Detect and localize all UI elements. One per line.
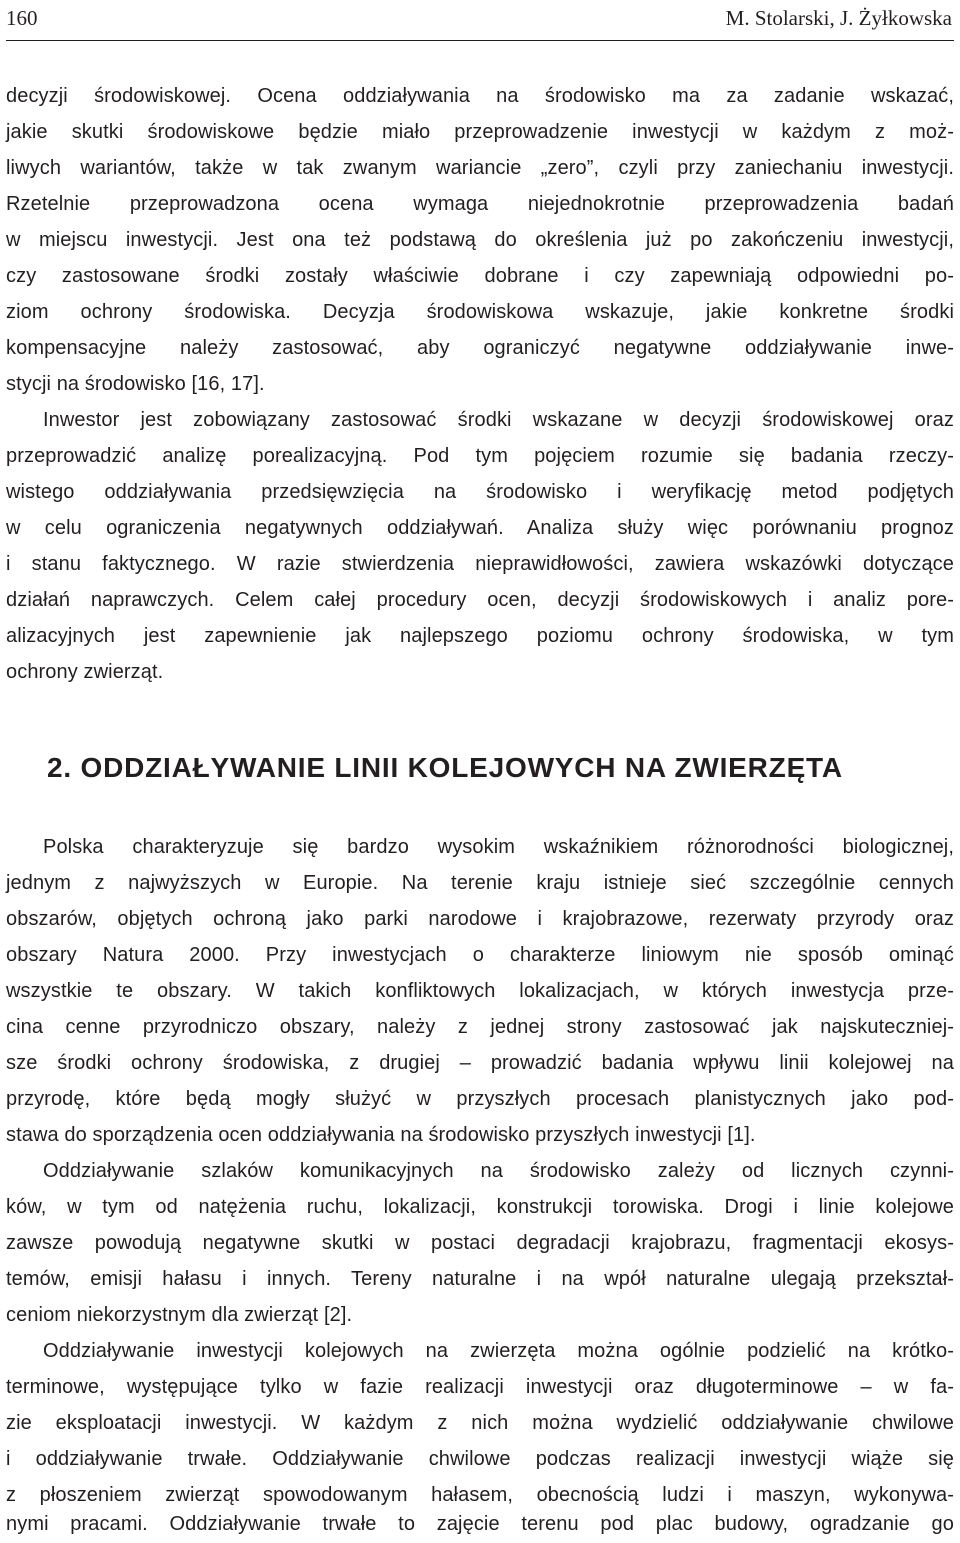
text-line: Rzetelnie przeprowadzona ocena wymaga niejednokrotnie przeprowadzenia badań [6, 193, 954, 215]
text-line: w celu ograniczenia negatywnych oddziaływań. Analiza służy więc porównaniu prognoz [6, 517, 954, 539]
text-line: Inwestor jest zobowiązany zastosować środki wskazane w decyzji środowiskowej oraz [43, 409, 954, 431]
text-line: ceniom niekorzystnym dla zwierząt [2]. [6, 1304, 353, 1326]
section-heading: 2. ODDZIAŁYWANIE LINII KOLEJOWYCH NA ZWIERZĘTA [47, 752, 843, 783]
text-line: z płoszeniem zwierząt spowodowanym hałasem, obecnością ludzi i maszyn, wykonywa- [6, 1484, 954, 1506]
page-number: 160 [6, 6, 38, 30]
text-line: cina cenne przyrodniczo obszary, należy z jednej strony zastosować jak najskuteczniej- [6, 1016, 954, 1038]
running-head-authors: M. Stolarski, J. Żyłkowska [725, 6, 952, 30]
text-line: jednym z najwyższych w Europie. Na terenie kraju istnieje sieć szczególnie cennych [6, 872, 954, 894]
text-line: stawa do sporządzenia ocen oddziaływania na środowisko przyszłych inwestycji [1]. [6, 1124, 756, 1146]
text-line: działań naprawczych. Celem całej procedury ocen, decyzji środowiskowych i analiz pore- [6, 589, 954, 611]
text-line: terminowe, występujące tylko w fazie realizacji inwestycji oraz długoterminowe – w fa- [6, 1376, 954, 1398]
text-line: w miejscu inwestycji. Jest ona też podstawą do określenia już po zakończeniu inwestycji, [6, 229, 954, 251]
text-line: i oddziaływanie trwałe. Oddziaływanie chwilowe podczas realizacji inwestycji wiąże się [6, 1448, 954, 1470]
text-line: ziom ochrony środowiska. Decyzja środowiskowa wskazuje, jakie konkretne środki [6, 301, 954, 323]
running-header [6, 0, 954, 41]
text-line: przyrodę, które będą mogły służyć w przyszłych procesach planistycznych jako pod- [6, 1088, 954, 1110]
text-line: ków, w tym od natężenia ruchu, lokalizacji, konstrukcji torowiska. Drogi i linie kolejowe [6, 1196, 954, 1218]
text-line: temów, emisji hałasu i innych. Tereny naturalne i na wpół naturalne ulegają przekształ- [6, 1268, 954, 1290]
text-line: alizacyjnych jest zapewnienie jak najlepszego poziomu ochrony środowiska, w tym [6, 625, 954, 647]
text-line: zawsze powodują negatywne skutki w postaci degradacji krajobrazu, fragmentacji ekosys- [6, 1232, 954, 1254]
text-line: Polska charakteryzuje się bardzo wysokim wskaźnikiem różnorodności biologicznej, [43, 836, 954, 858]
text-line: wistego oddziaływania przedsięwzięcia na środowisko i weryfikację metod podjętych [6, 481, 954, 503]
text-line: sze środki ochrony środowiska, z drugiej – prowadzić badania wpływu linii kolejowej na [6, 1052, 954, 1074]
text-line: obszarów, objętych ochroną jako parki narodowe i krajobrazowe, rezerwaty przyrody oraz [6, 908, 954, 930]
text-line: Oddziaływanie szlaków komunikacyjnych na środowisko zależy od licznych czynni- [43, 1160, 954, 1182]
text-line: ochrony zwierząt. [6, 661, 164, 683]
text-line: Oddziaływanie inwestycji kolejowych na zwierzęta można ogólnie podzielić na krótko- [43, 1340, 954, 1362]
text-line: liwych wariantów, także w tak zwanym wariancie „zero”, czyli przy zaniechaniu inwestycji. [6, 157, 954, 179]
text-line: jakie skutki środowiskowe będzie miało przeprowadzenie inwestycji w każdym z moż- [6, 121, 954, 143]
text-line: obszary Natura 2000. Przy inwestycjach o charakterze liniowym nie sposób ominąć [6, 944, 954, 966]
text-line: stycji na środowisko [16, 17]. [6, 373, 265, 395]
text-line: przeprowadzić analizę porealizacyjną. Pod tym pojęciem rozumie się badania rzeczy- [6, 445, 954, 467]
text-line: decyzji środowiskowej. Ocena oddziaływania na środowisko ma za zadanie wskazać, [6, 85, 954, 107]
text-line: nymi pracami. Oddziaływanie trwałe to zajęcie terenu pod plac budowy, ogradzanie go [6, 1513, 954, 1535]
text-line: kompensacyjne należy zastosować, aby ograniczyć negatywne oddziaływanie inwe- [6, 337, 954, 359]
text-line: czy zastosowane środki zostały właściwie dobrane i czy zapewniają odpowiedni po- [6, 265, 954, 287]
text-line: zie eksploatacji inwestycji. W każdym z nich można wydzielić oddziaływanie chwilowe [6, 1412, 954, 1434]
text-line: i stanu faktycznego. W razie stwierdzenia nieprawidłowości, zawiera wskazówki dotyczące [6, 553, 954, 575]
text-line: wszystkie te obszary. W takich konfliktowych lokalizacjach, w których inwestycja prze- [6, 980, 954, 1002]
